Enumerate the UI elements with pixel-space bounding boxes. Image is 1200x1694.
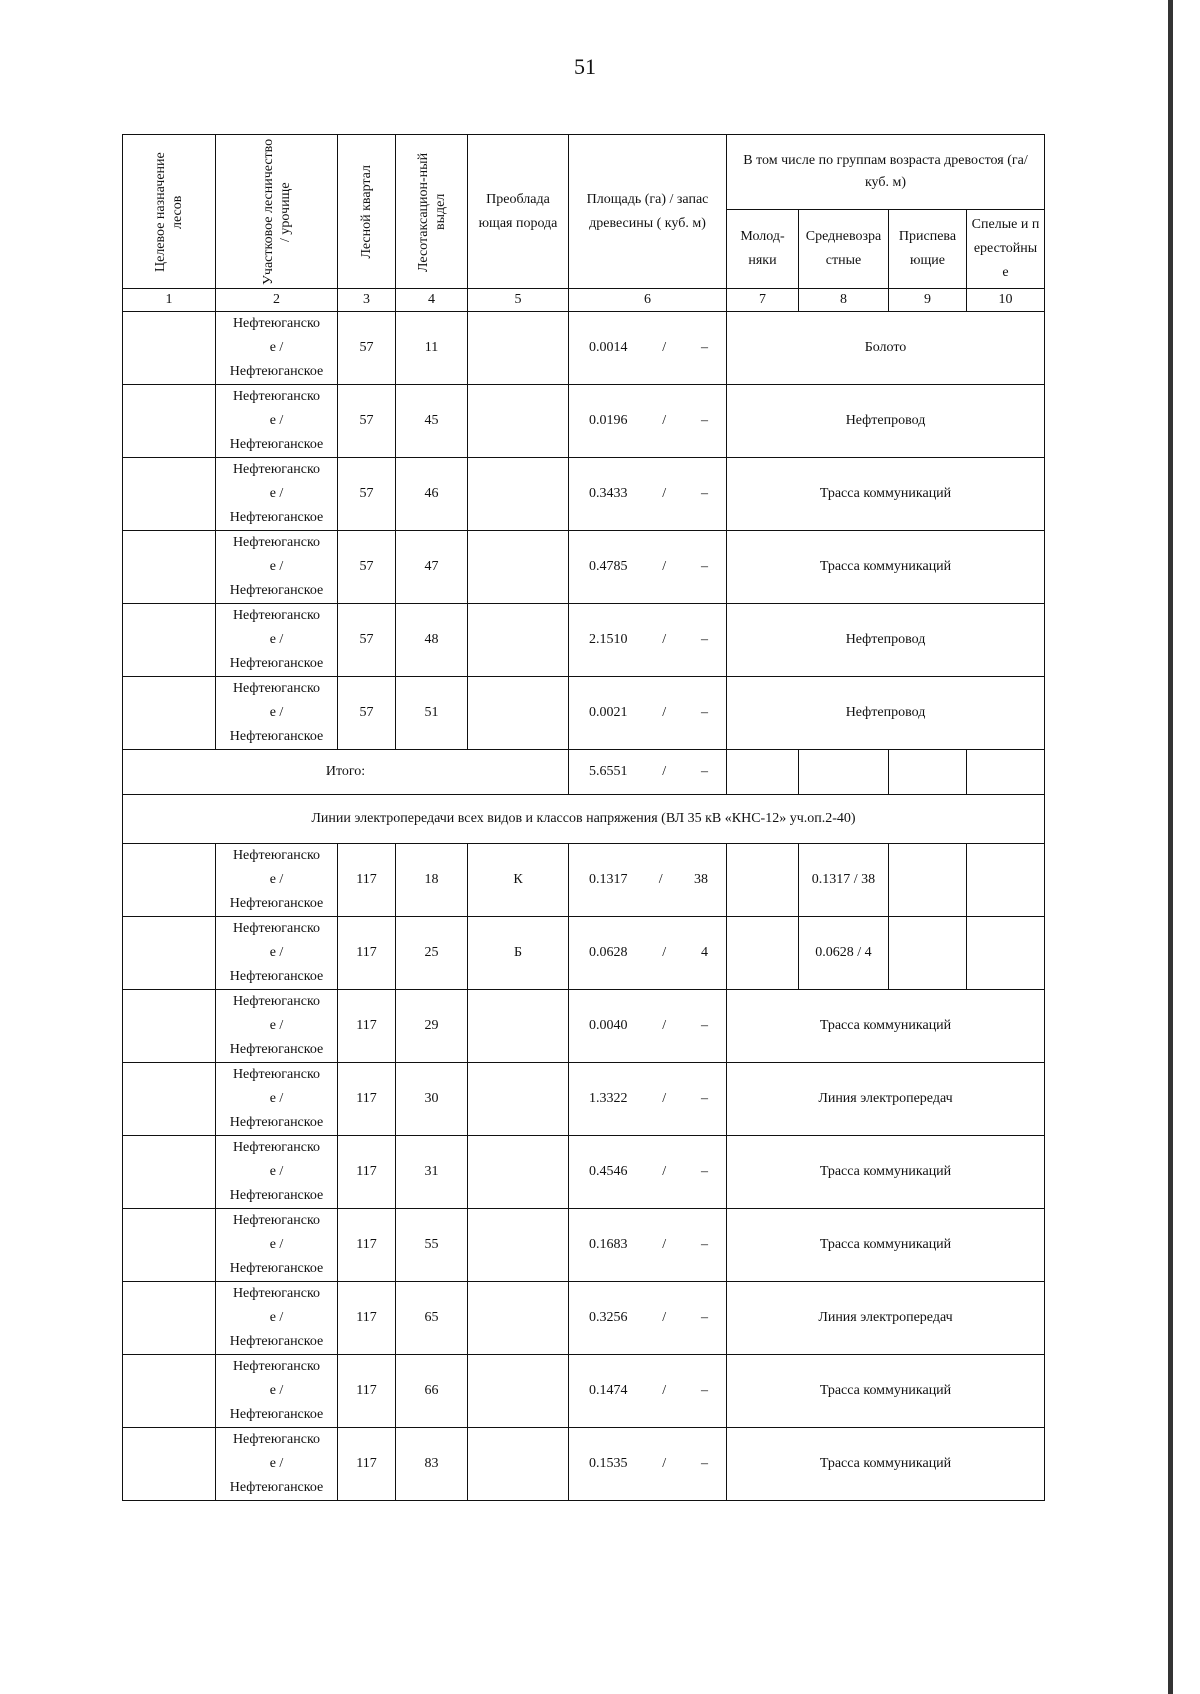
forestry-name-line: Нефтеюганское: [229, 1334, 324, 1349]
area-stock: [569, 632, 726, 648]
forestry-name-line: е /: [269, 1091, 284, 1106]
table-row: [123, 1136, 1045, 1209]
species-cell: [468, 531, 569, 604]
area-stock: [569, 1456, 726, 1472]
section-row: [123, 795, 1045, 844]
forestry-name-line: е /: [269, 945, 284, 960]
area-stock-cell: [569, 531, 727, 604]
forestry-name-line: Нефтеюганско: [232, 921, 321, 936]
purpose-cell: [123, 844, 216, 917]
table-row: [123, 917, 1045, 990]
area-stock: [569, 945, 726, 961]
stock-value: –: [700, 705, 708, 720]
slash-separator: /: [662, 1310, 667, 1325]
table-row: [123, 458, 1045, 531]
stock-value: –: [700, 764, 708, 779]
forestry-name-line: е /: [269, 1310, 284, 1325]
vydel-cell: 48: [396, 604, 468, 677]
header-col1: Целевое назначение лесов: [123, 135, 216, 289]
area-value: 0.1683: [589, 1237, 628, 1252]
slash-separator: /: [662, 559, 667, 574]
stock-value: –: [700, 632, 708, 647]
table-row: [123, 1282, 1045, 1355]
table-row: [123, 604, 1045, 677]
forestry-name-line: е /: [269, 340, 284, 355]
column-number: 5: [468, 289, 569, 312]
forestry-cell: [216, 990, 338, 1063]
forestry-name-line: е /: [269, 413, 284, 428]
area-stock-cell: [569, 604, 727, 677]
forestry-name-line: Нефтеюганско: [232, 1140, 321, 1155]
area-value: 0.1474: [589, 1383, 628, 1398]
column-number: 8: [799, 289, 889, 312]
note-cell: Нефтепровод: [727, 677, 1045, 750]
purpose-cell: [123, 677, 216, 750]
section-title: Линии электропередачи всех видов и классов напряжения (ВЛ 35 кВ «КНС-12» уч.оп.2-40): [123, 795, 1045, 844]
slash-separator: /: [662, 945, 667, 960]
stock-value: –: [700, 1310, 708, 1325]
kvartal-cell: 117: [338, 990, 396, 1063]
kvartal-cell: 117: [338, 1428, 396, 1501]
area-value: 0.0014: [589, 340, 628, 355]
note-cell: Трасса коммуникаций: [727, 1428, 1045, 1501]
area-stock-cell: [569, 1063, 727, 1136]
pre-mature-cell: [889, 917, 967, 990]
purpose-cell: [123, 1282, 216, 1355]
kvartal-cell: 57: [338, 677, 396, 750]
forestry-cell: [216, 1282, 338, 1355]
vydel-cell: 18: [396, 844, 468, 917]
forestry-name-line: е /: [269, 1164, 284, 1179]
forestry-name-line: Нефтеюганское: [229, 729, 324, 744]
vydel-cell: 31: [396, 1136, 468, 1209]
stock-value: 38: [693, 872, 708, 887]
kvartal-cell: 57: [338, 531, 396, 604]
area-stock: [569, 1091, 726, 1107]
species-cell: [468, 1209, 569, 1282]
note-cell: Болото: [727, 312, 1045, 385]
column-number: 10: [967, 289, 1045, 312]
area-stock: [569, 872, 726, 888]
slash-separator: /: [662, 1456, 667, 1471]
forestry-name-line: е /: [269, 705, 284, 720]
area-stock-cell: [569, 917, 727, 990]
page-number: 51: [574, 54, 596, 79]
young-cell: [727, 917, 799, 990]
note-cell: Трасса коммуникаций: [727, 1136, 1045, 1209]
purpose-cell: [123, 458, 216, 531]
vydel-cell: 25: [396, 917, 468, 990]
forestry-name-line: Нефтеюганское: [229, 437, 324, 452]
area-stock: [569, 1164, 726, 1180]
forestry-name-line: е /: [269, 1456, 284, 1471]
header-col10: Спелые и перестойные: [967, 210, 1045, 289]
forestry-cell: [216, 1063, 338, 1136]
forestry-name-line: е /: [269, 1237, 284, 1252]
note-cell: Нефтепровод: [727, 604, 1045, 677]
mid-age-cell: 0.0628 / 4: [799, 917, 889, 990]
slash-separator: /: [662, 1383, 667, 1398]
header-col8: Средневозрастные: [799, 210, 889, 289]
note-cell: Трасса коммуникаций: [727, 531, 1045, 604]
forestry-name-line: Нефтеюганско: [232, 316, 321, 331]
forestry-name-line: Нефтеюганское: [229, 583, 324, 598]
vydel-cell: 11: [396, 312, 468, 385]
forestry-name-line: Нефтеюганско: [232, 681, 321, 696]
forestry-name-line: Нефтеюганское: [229, 1042, 324, 1057]
area-stock-cell: [569, 1282, 727, 1355]
area-stock-cell: [569, 1209, 727, 1282]
forestry-name-line: е /: [269, 1383, 284, 1398]
area-value: 1.3322: [589, 1091, 628, 1106]
purpose-cell: [123, 312, 216, 385]
table-row: [123, 1209, 1045, 1282]
vydel-cell: 45: [396, 385, 468, 458]
kvartal-cell: 117: [338, 1209, 396, 1282]
forestry-name-line: Нефтеюганское: [229, 656, 324, 671]
area-stock: [569, 764, 726, 780]
area-value: 0.0021: [589, 705, 628, 720]
species-cell: [468, 312, 569, 385]
forestry-name-line: Нефтеюганское: [229, 969, 324, 984]
forest-inventory-table-wrapper: [122, 134, 1044, 1501]
purpose-cell: [123, 385, 216, 458]
slash-separator: /: [662, 1164, 667, 1179]
table-row: [123, 385, 1045, 458]
area-value: 0.1535: [589, 1456, 628, 1471]
species-cell: К: [468, 844, 569, 917]
area-stock-cell: [569, 677, 727, 750]
column-number-row: [123, 289, 1045, 312]
forestry-cell: [216, 1428, 338, 1501]
kvartal-cell: 57: [338, 385, 396, 458]
stock-value: 4: [700, 945, 708, 960]
forestry-name-line: Нефтеюганско: [232, 1359, 321, 1374]
kvartal-cell: 117: [338, 1063, 396, 1136]
stock-value: –: [700, 559, 708, 574]
header-col3: Лесной квартал: [338, 135, 396, 289]
total-row: [123, 750, 1045, 795]
area-stock-cell: [569, 385, 727, 458]
kvartal-cell: 117: [338, 1355, 396, 1428]
note-cell: Трасса коммуникаций: [727, 1209, 1045, 1282]
forestry-name-line: Нефтеюганское: [229, 1480, 324, 1495]
area-stock: [569, 413, 726, 429]
species-cell: [468, 1355, 569, 1428]
area-value: 0.4546: [589, 1164, 628, 1179]
species-cell: Б: [468, 917, 569, 990]
purpose-cell: [123, 990, 216, 1063]
stock-value: –: [700, 413, 708, 428]
slash-separator: /: [662, 1018, 667, 1033]
header-col4: Лесотаксацион-ный выдел: [396, 135, 468, 289]
forestry-name-line: Нефтеюганское: [229, 1407, 324, 1422]
vydel-cell: 65: [396, 1282, 468, 1355]
forestry-name-line: Нефтеюганское: [229, 510, 324, 525]
table-row: [123, 1428, 1045, 1501]
stock-value: –: [700, 1456, 708, 1471]
stock-value: –: [700, 1018, 708, 1033]
note-cell: Линия электропередач: [727, 1063, 1045, 1136]
area-value: 0.3256: [589, 1310, 628, 1325]
note-cell: Трасса коммуникаций: [727, 458, 1045, 531]
species-cell: [468, 1282, 569, 1355]
forestry-name-line: Нефтеюганско: [232, 535, 321, 550]
forestry-cell: [216, 917, 338, 990]
table-row: [123, 531, 1045, 604]
species-cell: [468, 1428, 569, 1501]
mid-age-cell: 0.1317 / 38: [799, 844, 889, 917]
table-row: [123, 844, 1045, 917]
column-number: 3: [338, 289, 396, 312]
forestry-name-line: Нефтеюганское: [229, 896, 324, 911]
note-cell: Трасса коммуникаций: [727, 1355, 1045, 1428]
species-cell: [468, 385, 569, 458]
forestry-cell: [216, 312, 338, 385]
kvartal-cell: 117: [338, 1282, 396, 1355]
forestry-cell: [216, 844, 338, 917]
species-cell: [468, 677, 569, 750]
area-stock: [569, 1018, 726, 1034]
empty-age-cell: [799, 750, 889, 795]
young-cell: [727, 844, 799, 917]
forestry-cell: [216, 531, 338, 604]
area-stock-cell: [569, 990, 727, 1063]
vydel-cell: 29: [396, 990, 468, 1063]
purpose-cell: [123, 531, 216, 604]
kvartal-cell: 117: [338, 844, 396, 917]
vydel-cell: 46: [396, 458, 468, 531]
kvartal-cell: 57: [338, 604, 396, 677]
area-stock: [569, 1237, 726, 1253]
forestry-cell: [216, 458, 338, 531]
pre-mature-cell: [889, 844, 967, 917]
species-cell: [468, 458, 569, 531]
area-stock: [569, 705, 726, 721]
stock-value: –: [700, 1237, 708, 1252]
slash-separator: /: [662, 632, 667, 647]
vydel-cell: 30: [396, 1063, 468, 1136]
forest-inventory-table: [122, 134, 1045, 1501]
forestry-name-line: Нефтеюганско: [232, 994, 321, 1009]
area-stock-cell: [569, 844, 727, 917]
stock-value: –: [700, 1164, 708, 1179]
forestry-name-line: Нефтеюганско: [232, 462, 321, 477]
area-value: 0.1317: [589, 872, 628, 887]
vydel-cell: 66: [396, 1355, 468, 1428]
area-value: 0.0628: [589, 945, 628, 960]
kvartal-cell: 57: [338, 312, 396, 385]
forestry-name-line: Нефтеюганско: [232, 1067, 321, 1082]
area-value: 2.1510: [589, 632, 628, 647]
forestry-name-line: Нефтеюганско: [232, 1286, 321, 1301]
forestry-name-line: Нефтеюганско: [232, 848, 321, 863]
column-number: 6: [569, 289, 727, 312]
header-col6: Площадь (га) / запас древесины ( куб. м): [569, 135, 727, 289]
area-stock-cell: [569, 750, 727, 795]
forestry-cell: [216, 1209, 338, 1282]
species-cell: [468, 1063, 569, 1136]
area-stock: [569, 1383, 726, 1399]
area-value: 0.3433: [589, 486, 628, 501]
header-col9: Приспевающие: [889, 210, 967, 289]
area-value: 5.6551: [589, 764, 628, 779]
area-stock: [569, 340, 726, 356]
slash-separator: /: [662, 1091, 667, 1106]
area-value: 0.4785: [589, 559, 628, 574]
table-row: [123, 1355, 1045, 1428]
purpose-cell: [123, 1428, 216, 1501]
empty-age-cell: [727, 750, 799, 795]
forestry-name-line: Нефтеюганское: [229, 364, 324, 379]
slash-separator: /: [658, 872, 663, 887]
header-col7: Молод-няки: [727, 210, 799, 289]
header-col2: Участковое лесничество / урочище: [216, 135, 338, 289]
vydel-cell: 55: [396, 1209, 468, 1282]
forestry-name-line: Нефтеюганское: [229, 1188, 324, 1203]
stock-value: –: [700, 1091, 708, 1106]
kvartal-cell: 117: [338, 1136, 396, 1209]
column-number: 9: [889, 289, 967, 312]
header-col5: Преоблада ющая порода: [468, 135, 569, 289]
forestry-cell: [216, 677, 338, 750]
header-age-groups: В том числе по группам возраста древостоя (га/ куб. м): [727, 135, 1045, 210]
area-stock-cell: [569, 1355, 727, 1428]
forestry-name-line: Нефтеюганское: [229, 1261, 324, 1276]
stock-value: –: [700, 1383, 708, 1398]
vydel-cell: 47: [396, 531, 468, 604]
forestry-cell: [216, 604, 338, 677]
area-value: 0.0040: [589, 1018, 628, 1033]
kvartal-cell: 117: [338, 917, 396, 990]
forestry-name-line: Нефтеюганское: [229, 1115, 324, 1130]
kvartal-cell: 57: [338, 458, 396, 531]
scan-edge-shadow: [1168, 0, 1173, 1694]
total-label: Итого:: [123, 750, 569, 795]
purpose-cell: [123, 1355, 216, 1428]
forestry-cell: [216, 1355, 338, 1428]
header-row-top: [123, 135, 1045, 210]
column-number: 1: [123, 289, 216, 312]
empty-age-cell: [889, 750, 967, 795]
table-row: [123, 677, 1045, 750]
slash-separator: /: [662, 340, 667, 355]
table-row: [123, 1063, 1045, 1136]
empty-age-cell: [967, 750, 1045, 795]
forestry-cell: [216, 385, 338, 458]
forestry-cell: [216, 1136, 338, 1209]
mature-cell: [967, 844, 1045, 917]
table-row: [123, 312, 1045, 385]
area-stock-cell: [569, 312, 727, 385]
area-stock-cell: [569, 1136, 727, 1209]
forestry-name-line: е /: [269, 632, 284, 647]
area-stock: [569, 486, 726, 502]
slash-separator: /: [662, 705, 667, 720]
note-cell: Нефтепровод: [727, 385, 1045, 458]
forestry-name-line: Нефтеюганско: [232, 389, 321, 404]
stock-value: –: [700, 340, 708, 355]
note-cell: Линия электропередач: [727, 1282, 1045, 1355]
forestry-name-line: е /: [269, 872, 284, 887]
slash-separator: /: [662, 1237, 667, 1252]
purpose-cell: [123, 1063, 216, 1136]
vydel-cell: 83: [396, 1428, 468, 1501]
stock-value: –: [700, 486, 708, 501]
table-row: [123, 990, 1045, 1063]
forestry-name-line: е /: [269, 486, 284, 501]
vydel-cell: 51: [396, 677, 468, 750]
species-cell: [468, 990, 569, 1063]
slash-separator: /: [662, 764, 667, 779]
forestry-name-line: Нефтеюганско: [232, 1213, 321, 1228]
purpose-cell: [123, 1136, 216, 1209]
forestry-name-line: е /: [269, 559, 284, 574]
note-cell: Трасса коммуникаций: [727, 990, 1045, 1063]
area-stock-cell: [569, 1428, 727, 1501]
area-stock: [569, 559, 726, 575]
forestry-name-line: Нефтеюганско: [232, 1432, 321, 1447]
slash-separator: /: [662, 413, 667, 428]
column-number: 2: [216, 289, 338, 312]
area-value: 0.0196: [589, 413, 628, 428]
purpose-cell: [123, 917, 216, 990]
column-number: 4: [396, 289, 468, 312]
area-stock: [569, 1310, 726, 1326]
mature-cell: [967, 917, 1045, 990]
purpose-cell: [123, 604, 216, 677]
slash-separator: /: [662, 486, 667, 501]
species-cell: [468, 1136, 569, 1209]
species-cell: [468, 604, 569, 677]
forestry-name-line: Нефтеюганско: [232, 608, 321, 623]
purpose-cell: [123, 1209, 216, 1282]
column-number: 7: [727, 289, 799, 312]
area-stock-cell: [569, 458, 727, 531]
forestry-name-line: е /: [269, 1018, 284, 1033]
